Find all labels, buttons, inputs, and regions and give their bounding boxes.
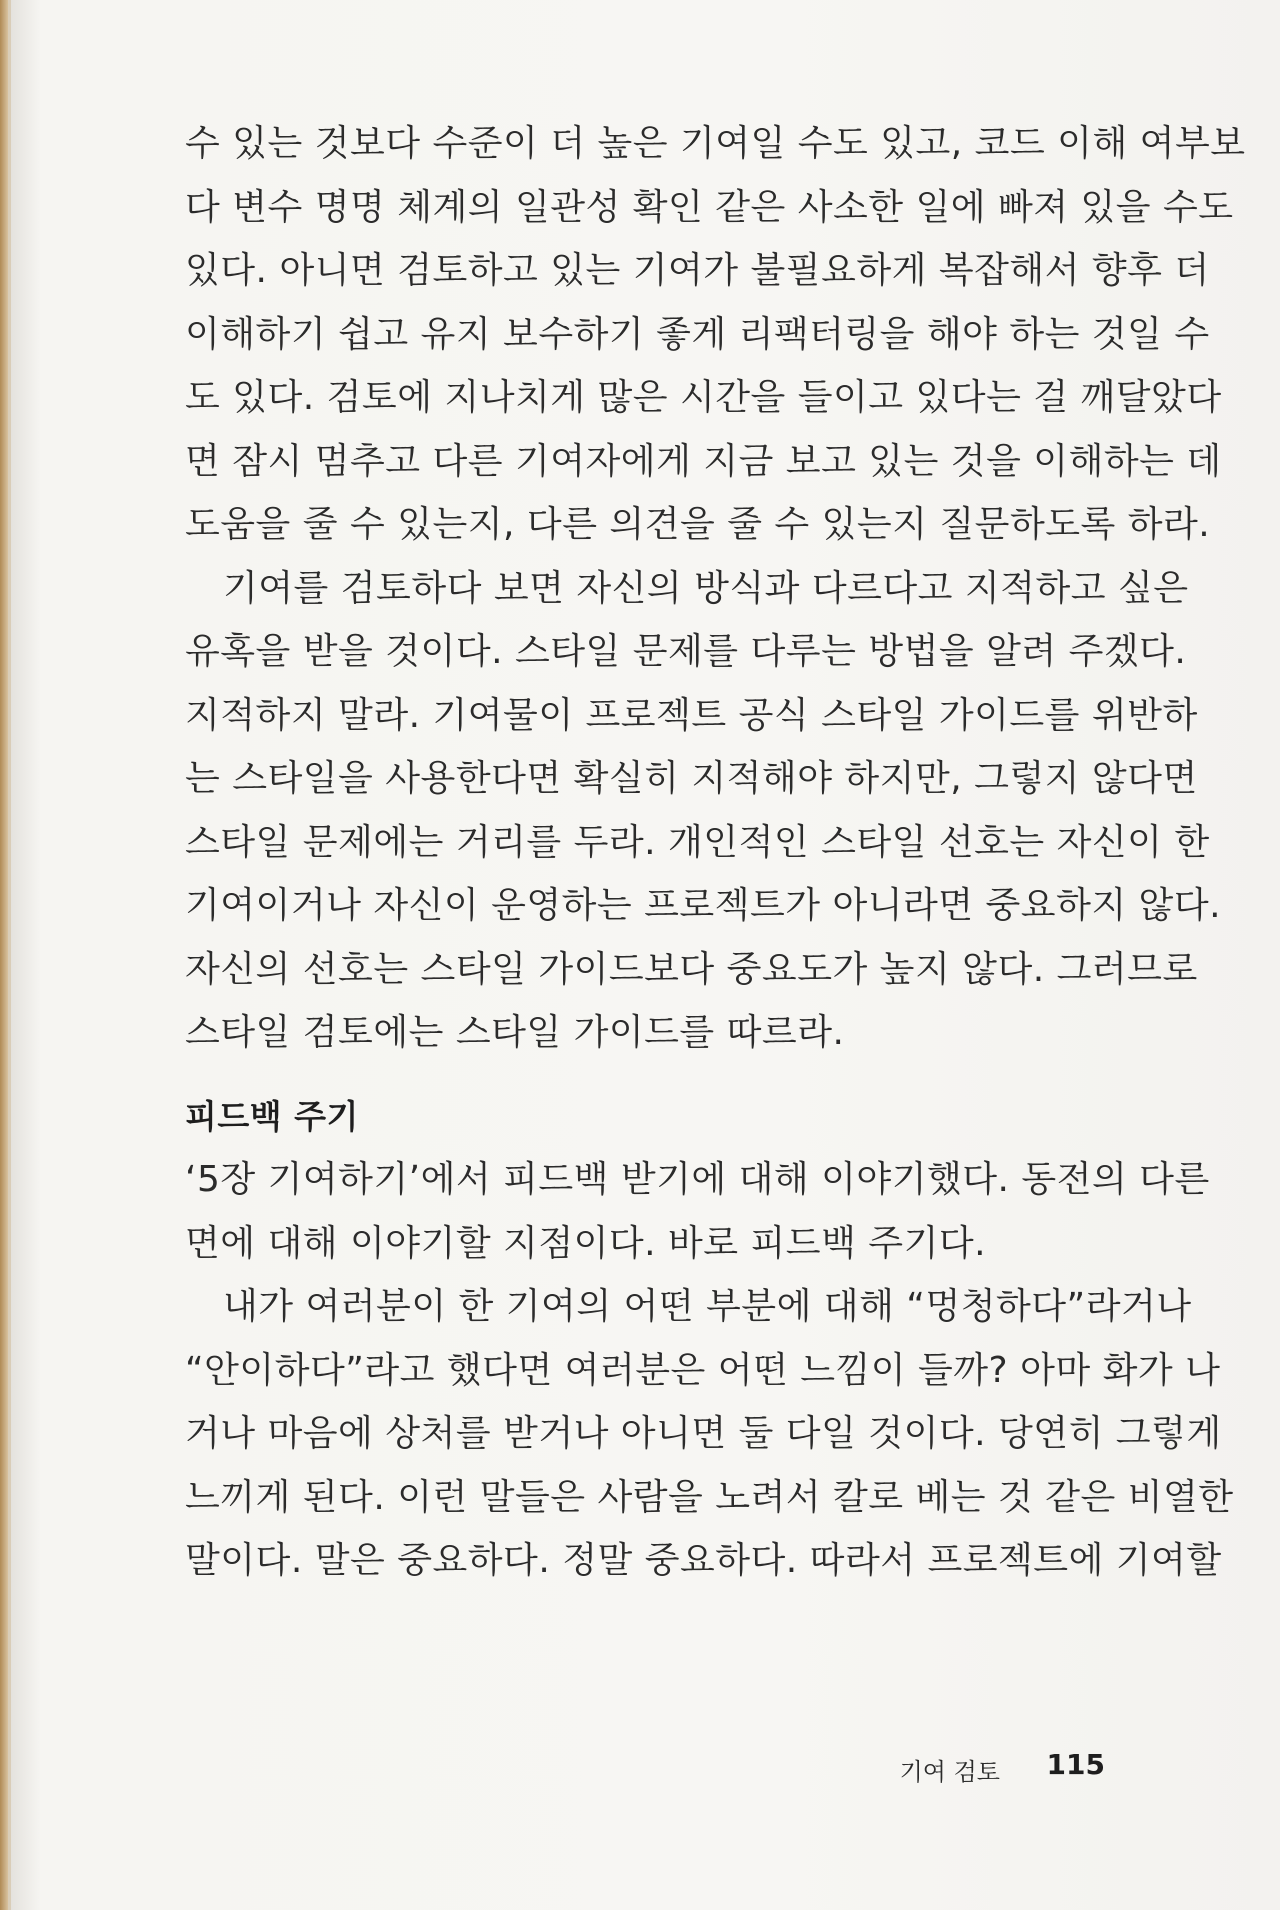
text-line: 스타일 검토에는 스타일 가이드를 따르라.: [185, 1012, 845, 1053]
text-line: 이해하기 쉽고 유지 보수하기 좋게 리팩터링을 해야 하는 것일 수: [185, 313, 1210, 355]
text-line: 도움을 줄 수 있는지, 다른 의견을 줄 수 있는지 질문하도록 하라.: [185, 504, 1211, 545]
text-line: 거나 마음에 상처를 받거나 아니면 둘 다일 것이다. 당연히 그렇게: [185, 1413, 1222, 1454]
text-line: 자신의 선호는 스타일 가이드보다 중요도가 높지 않다. 그러므로: [185, 948, 1198, 990]
text-line: 면에 대해 이야기할 지점이다. 바로 피드백 주기다.: [185, 1222, 987, 1264]
running-footer-section: 기여 검토: [899, 1758, 1000, 1786]
text-line: 는 스타일을 사용한다면 확실히 지적해야 하지만, 그렇지 않다면: [185, 758, 1198, 799]
text-line: 기여이거나 자신이 운영하는 프로젝트가 아니라면 중요하지 않다.: [185, 885, 1222, 926]
paragraph-1: [185, 112, 1246, 557]
text-line: 내가 여러분이 한 기여의 어떤 부분에 대해 “멍청하다”라거나: [223, 1286, 1192, 1327]
text-line: 스타일 문제에는 거리를 두라. 개인적인 스타일 선호는 자신이 한: [185, 821, 1210, 863]
section-heading: 피드백 주기: [185, 1096, 359, 1136]
text-line: 다 변수 명명 체계의 일관성 확인 같은 사소한 일에 빠져 있을 수도: [185, 186, 1234, 228]
book-spine-edge: [0, 0, 8, 1910]
text-line: 유혹을 받을 것이다. 스타일 문제를 다루는 방법을 알려 주겠다.: [185, 631, 1187, 672]
text-line: 있다. 아니면 검토하고 있는 기여가 불필요하게 복잡해서 향후 더: [185, 250, 1210, 291]
body-text: [185, 112, 1246, 1593]
text-line: 느끼게 된다. 이런 말들은 사람을 노려서 칼로 베는 것 같은 비열한: [185, 1476, 1234, 1518]
paragraph-2: [185, 557, 1222, 1065]
text-line: ‘5장 기여하기’에서 피드백 받기에 대해 이야기했다. 동전의 다른: [185, 1159, 1210, 1200]
page-number: 115: [1046, 1748, 1105, 1781]
text-line: 기여를 검토하다 보면 자신의 방식과 다르다고 지적하고 싶은: [223, 567, 1189, 609]
page-footer: [185, 1748, 1105, 1788]
text-line: “안이하다”라고 했다면 여러분은 어떤 느낌이 들까? 아마 화가 나: [185, 1349, 1221, 1391]
text-line: 면 잠시 멈추고 다른 기여자에게 지금 보고 있는 것을 이해하는 데: [185, 440, 1222, 482]
paragraph-3: [185, 1148, 1210, 1275]
text-line: 도 있다. 검토에 지나치게 많은 시간을 들이고 있다는 걸 깨달았다: [185, 377, 1222, 418]
section-gap: [185, 1065, 1105, 1085]
paragraph-4: [185, 1275, 1234, 1593]
text-line: 말이다. 말은 중요하다. 정말 중요하다. 따라서 프로젝트에 기여할: [185, 1540, 1222, 1581]
text-line: 지적하지 말라. 기여물이 프로젝트 공식 스타일 가이드를 위반하: [185, 694, 1198, 736]
text-line: 수 있는 것보다 수준이 더 높은 기여일 수도 있고, 코드 이해 여부보: [185, 123, 1246, 164]
